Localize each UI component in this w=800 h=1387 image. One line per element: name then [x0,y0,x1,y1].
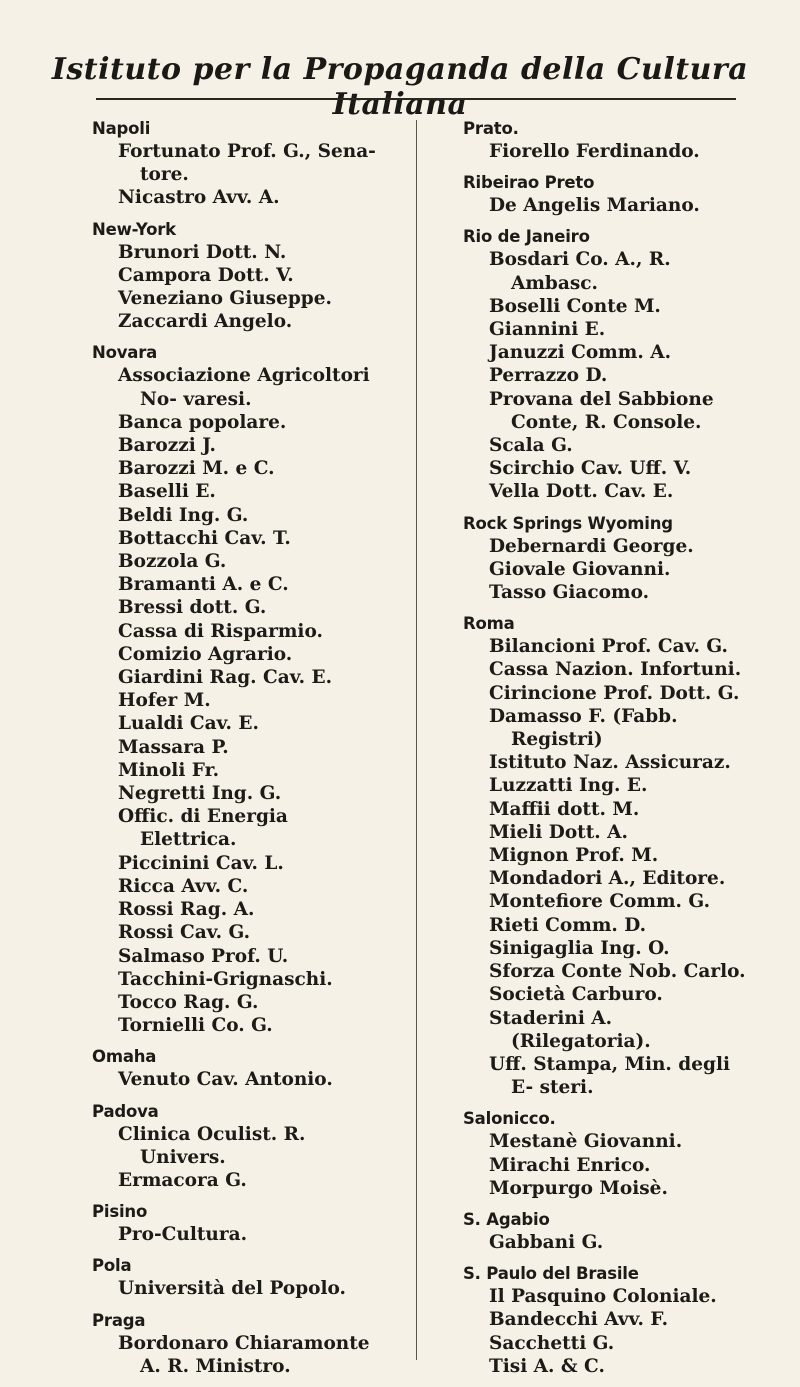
page-header-title: Istituto per la Propaganda della Cultura Italiana [51,52,749,122]
subscriber-entry: Tacchini-Grignaschi. [118,968,333,990]
city-section [463,1209,753,1254]
city-heading: Prato. [463,119,519,138]
subscriber-entry: Brunori Dott. N. [118,241,287,263]
subscriber-entry: Istituto Naz. Assicuraz. [489,752,731,774]
city-section [92,1255,377,1300]
subscriber-entry: Bandecchi Avv. F. [489,1309,669,1331]
subscriber-list [92,1223,377,1246]
subscriber-list [463,140,753,163]
subscriber-entry: Fortunato Prof. G., Sena- tore. [118,141,376,186]
subscriber-entry: Mieli Dott. A. [489,821,628,843]
city-heading: Pola [92,1256,132,1276]
subscriber-entry: Rieti Comm. D. [489,914,647,936]
city-heading: Rock Springs Wyoming [463,513,673,533]
city-heading: Novara [92,343,158,363]
subscriber-list [463,535,753,605]
subscriber-entry: Bilancioni Prof. Cav. G. [489,636,728,658]
header-rule [96,98,736,100]
subscriber-entry: Luzzatti Ing. E. [489,775,648,797]
subscriber-entry: Pro-Cultura. [118,1224,248,1246]
subscriber-entry: Beldi Ing. G. [118,504,249,526]
subscriber-entry: Tocco Rag. G. [118,991,259,1013]
subscriber-entry: Bosdari Co. A., R. Ambasc. [489,249,671,294]
subscriber-entry: Gabbani G. [489,1231,604,1253]
subscriber-entry: Debernardi George. [489,535,694,557]
subscriber-entry: Barozzi M. e C. [118,458,275,480]
subscriber-entry: Cassa di Risparmio. [118,620,323,642]
city-heading: Pisino [92,1202,148,1222]
subscriber-list [92,241,377,334]
subscriber-entry: Vella Dott. Cav. E. [489,481,674,503]
subscriber-entry: Minoli Fr. [118,759,220,781]
subscriber-entry: Tornielli Co. G. [118,1015,273,1037]
subscriber-entry: Bozzola G. [118,551,227,573]
subscriber-entry: Staderini A. (Rilegatoria). [489,1007,651,1052]
right-column [463,118,753,1387]
subscriber-entry: Offic. di Energia Elettrica. [118,806,288,851]
subscriber-entry: Rossi Rag. A. [118,899,255,921]
city-heading: Omaha [92,1047,157,1067]
subscriber-entry: Venuto Cav. Antonio. [118,1069,333,1091]
city-section [92,1101,377,1193]
subscriber-entry: Società Carburo. [489,984,663,1006]
city-section [463,513,753,605]
city-heading: Salonicco. [463,1109,556,1129]
city-section [463,172,753,217]
subscriber-entry: De Angelis Mariano. [489,195,700,217]
city-section [92,1310,377,1378]
city-heading: Praga [92,1310,146,1330]
city-section [92,1046,377,1091]
subscriber-entry: Montefiore Comm. G. [489,891,711,913]
subscriber-entry: Bottacchi Cav. T. [118,527,291,549]
subscriber-entry: Zaccardi Angelo. [118,311,293,333]
subscriber-entry: Hofer M. [118,690,211,712]
subscriber-entry: Negretti Ing. G. [118,783,282,805]
subscriber-entry: Associazione Agricoltori No- varesi. [118,365,370,410]
subscriber-entry: Università del Popolo. [118,1278,346,1300]
city-heading: Roma [463,614,515,634]
subscriber-list [463,635,753,1099]
city-heading: Padova [92,1101,159,1121]
subscriber-entry: Ricca Avv. C. [118,875,249,897]
subscriber-entry: Banca popolare. [118,411,287,433]
city-heading: Rio de Janeiro [463,227,590,247]
city-section [463,1108,753,1200]
subscriber-entry: Bordonaro Chiaramonte A. R. Ministro. [118,1332,370,1377]
subscriber-entry: Provana del Sabbione Conte, R. Console. [489,388,714,433]
subscriber-entry: Bressi dott. G. [118,597,267,619]
city-section [463,118,753,163]
subscriber-list [92,1068,377,1091]
subscriber-entry: Tisi A. & C. [489,1355,605,1377]
subscriber-entry: Ermacora G. [118,1169,247,1191]
city-heading: S. Paulo del Brasile [463,1264,639,1284]
subscriber-entry: Sacchetti G. [489,1332,615,1354]
city-heading: Ribeirao Preto [463,173,595,193]
subscriber-entry: Veneziano Giuseppe. [118,288,332,310]
subscriber-entry: Lualdi Cav. E. [118,713,259,735]
subscriber-entry: Morpurgo Moisè. [489,1177,668,1199]
subscriber-entry: Mirachi Enrico. [489,1154,651,1176]
city-section [92,118,377,210]
subscriber-entry: Fiorello Ferdinando. [489,141,700,162]
city-section [92,1201,377,1246]
subscriber-list [92,140,377,210]
subscriber-list [92,364,377,1037]
subscriber-entry: Barozzi J. [118,435,216,457]
city-heading: Napoli [92,119,151,138]
subscriber-entry: Damasso F. (Fabb. Registri) [489,705,678,751]
city-section [463,226,753,503]
subscriber-entry: Scala G. [489,435,573,457]
subscriber-entry: Rossi Cav. G. [118,922,251,944]
subscriber-entry: Januzzi Comm. A. [489,342,672,364]
subscriber-entry: Scirchio Cav. Uff. V. [489,458,692,480]
subscriber-entry: Nicastro Avv. A. [118,187,280,209]
subscriber-entry: Salmaso Prof. U. [118,945,289,967]
city-heading: S. Agabio [463,1209,550,1229]
subscriber-entry: Campora Dott. V. [118,264,294,286]
subscriber-entry: Giannini E. [489,319,606,341]
subscriber-list [463,1130,753,1200]
subscriber-list [92,1277,377,1300]
subscriber-entry: Giovale Giovanni. [489,558,671,580]
subscriber-entry: Sforza Conte Nob. Carlo. [489,961,746,983]
subscriber-entry: Giardini Rag. Cav. E. [118,667,333,689]
subscriber-list [463,248,753,503]
subscriber-entry: Clinica Oculist. R. Univers. [118,1123,306,1168]
subscriber-entry: Massara P. [118,736,229,758]
subscriber-entry: Cirincione Prof. Dott. G. [489,682,740,704]
subscriber-entry: Mondadori A., Editore. [489,868,726,890]
subscriber-entry: Mignon Prof. M. [489,845,659,867]
subscriber-list [463,1231,753,1254]
subscriber-entry: Uff. Stampa, Min. degli E- steri. [489,1053,731,1099]
left-column [92,118,377,1387]
subscriber-list [463,1285,753,1378]
city-section [92,342,377,1037]
subscriber-entry: Baselli E. [118,481,216,503]
city-section [92,219,377,334]
city-section [463,1263,753,1378]
subscriber-entry: Il Pasquino Coloniale. [489,1286,717,1308]
subscriber-entry: Tasso Giacomo. [489,582,650,604]
subscriber-entry: Sinigaglia Ing. O. [489,937,670,959]
subscriber-list [463,194,753,217]
subscriber-entry: Bramanti A. e C. [118,574,289,596]
subscriber-entry: Maffii dott. M. [489,798,640,820]
subscriber-entry: Comizio Agrario. [118,643,293,665]
subscriber-list [92,1123,377,1193]
subscriber-entry: Boselli Conte M. [489,295,661,317]
column-divider [416,120,417,1360]
subscriber-entry: Perrazzo D. [489,365,608,387]
subscriber-list [92,1332,377,1378]
city-heading: New-York [92,219,176,239]
subscriber-entry: Cassa Nazion. Infortuni. [489,659,742,681]
subscriber-entry: Mestanè Giovanni. [489,1131,683,1153]
subscriber-entry: Piccinini Cav. L. [118,852,284,874]
city-section [463,613,753,1099]
